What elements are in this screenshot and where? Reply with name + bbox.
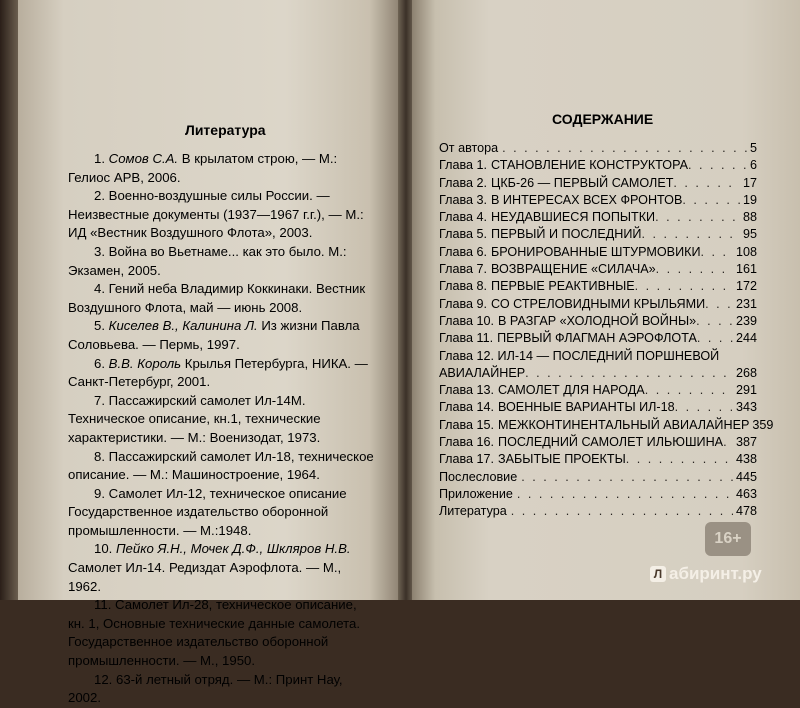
watermark-text: абиринт.ру — [669, 564, 762, 583]
literature-entry-text: 2. Военно-воздушные силы России. — Неизвестные — [68, 188, 330, 222]
book-edge — [0, 0, 18, 600]
literature-entry-text: 6. — [94, 355, 109, 371]
toc-page-number: 5 — [749, 141, 757, 155]
toc-chapter-title: ВОЕННЫЕ ВАРИАНТЫ ИЛ-18 — [498, 400, 675, 415]
toc-page-number: 231 — [735, 296, 757, 311]
toc-entry: Послесловие . . . 445 — [439, 469, 757, 486]
toc-chapter-title: ЗАБЫТЫЕ ПРОЕКТЫ — [498, 452, 626, 467]
literature-entry-text: 9. Самолет Ил-12, техническое описание Государственное издательство оборонной промышленности. — М.:1948. — [68, 485, 347, 538]
toc-chapter-title: СТАНОВЛЕНИЕ КОНСТРУКТОРА — [491, 158, 689, 173]
literature-list — [68, 150, 374, 708]
toc-entry: Глава 12. ИЛ-14 — ПОСЛЕДНИЙ ПОРШНЕВОЙ АВИАЛАЙНЕР . . . 268 — [439, 348, 757, 383]
literature-entry — [68, 485, 374, 541]
toc-entry: Глава 10. В РАЗГАР «ХОЛОДНОЙ ВОЙНЫ» . . . 239 — [439, 313, 757, 330]
toc-entry: Глава 17. ЗАБЫТЫЕ ПРОЕКТЫ . . . 438 — [439, 451, 757, 468]
toc-page-number: 244 — [735, 331, 757, 346]
toc-page-number: 343 — [735, 400, 757, 415]
toc-chapter-title: БРОНИРОВАННЫЕ ШТУРМОВИКИ — [491, 244, 701, 259]
toc-chapter-title: ЦКБ-26 — ПЕРВЫЙ САМОЛЕТ — [491, 175, 674, 190]
toc-entry: Глава 5. ПЕРВЫЙ И ПОСЛЕДНИЙ . . . 95 — [439, 226, 757, 243]
toc-page-number: 172 — [735, 279, 757, 294]
literature-entry-text: 3. Война во Вьетнаме... как это было. М.: Экзамен, — [68, 243, 347, 278]
labirint-logo-icon: Л — [650, 566, 666, 582]
toc-chapter-title: СО СТРЕЛОВИДНЫМИ КРЫЛЬЯМИ — [491, 296, 706, 311]
literature-entry-text: 5. — [94, 318, 109, 334]
age-rating-badge: 16+ — [705, 522, 751, 556]
toc-entry: Глава 16. ПОСЛЕДНИЙ САМОЛЕТ ИЛЬЮШИНА . . . 387 — [439, 434, 757, 451]
toc-entry: От автора . . . 5 — [439, 140, 757, 157]
literature-entry-text: 8. Пассажирский самолет Ил-18, техническое описание. — М.: Машиностроение, 1964. — [68, 448, 374, 483]
toc-chapter-title: ВОЗВРАЩЕНИЕ «СИЛАЧА» — [491, 262, 656, 277]
literature-entry — [68, 671, 374, 708]
toc-page-number: 359 — [752, 417, 774, 432]
table-of-contents — [439, 140, 774, 521]
contents-title: СОДЕРЖАНИЕ — [552, 111, 654, 127]
literature-author: Пейко Я.Н., Мочек Д.Ф., Шкляров Н.В. — [116, 541, 351, 557]
literature-entry — [68, 448, 374, 485]
toc-chapter-title: ПОСЛЕДНИЙ САМОЛЕТ ИЛЬЮШИНА — [498, 435, 724, 450]
toc-page-number: 6 — [749, 158, 757, 173]
toc-chapter-title: МЕЖКОНТИНЕНТАЛЬНЫЙ АВИАЛАЙНЕР — [498, 417, 750, 432]
toc-entry: Глава 4. НЕУДАВШИЕСЯ ПОПЫТКИ . . . 88 — [439, 209, 757, 226]
literature-author: В.В. Король — [108, 355, 182, 371]
toc-page-number: 19 — [742, 192, 757, 207]
literature-author: Киселев В., Калинина Л. — [108, 318, 258, 334]
literature-entry-text: 10. — [94, 541, 116, 557]
literature-entry: 3. Война во Вьетнаме... как это было. М.: Экзамен, 2005. — [68, 243, 347, 278]
literature-entry: 10. Пейко Я.Н., Мочек Д.Ф., Шкляров Н.В. Самолет Ил-14. Редиздат Аэрофлота. — М., 1962. — [68, 541, 351, 594]
toc-page-number: 438 — [735, 452, 757, 467]
toc-page-number: 95 — [742, 227, 757, 242]
toc-chapter-title: В РАЗГАР «ХОЛОДНОЙ ВОЙНЫ» — [498, 313, 697, 328]
toc-page-number: 161 — [735, 262, 757, 277]
toc-page-number: 478 — [735, 504, 757, 519]
toc-entry: Глава 7. ВОЗВРАЩЕНИЕ «СИЛАЧА» . . . 161 — [439, 261, 757, 278]
toc-entry: Глава 11. ПЕРВЫЙ ФЛАГМАН АЭРОФЛОТА . . . 244 — [439, 330, 757, 347]
toc-chapter-title: НЕУДАВШИЕСЯ ПОПЫТКИ — [491, 210, 656, 225]
toc-entry: Глава 14. ВОЕННЫЕ ВАРИАНТЫ ИЛ-18 . . . 343 — [439, 399, 757, 416]
toc-entry: Приложение . . . 463 — [439, 486, 757, 503]
toc-entry: Глава 6. БРОНИРОВАННЫЕ ШТУРМОВИКИ . . . 108 — [439, 244, 757, 261]
toc-page-number: 387 — [735, 435, 757, 450]
toc-chapter-title: САМОЛЕТ ДЛЯ НАРОДА — [498, 383, 645, 398]
toc-page-number: 239 — [735, 313, 757, 328]
toc-entry: Глава 1. СТАНОВЛЕНИЕ КОНСТРУКТОРА . . . 6 — [439, 157, 757, 174]
toc-page-number: 463 — [735, 486, 757, 501]
toc-page-number: 17 — [742, 175, 757, 190]
literature-title: Литература — [185, 122, 266, 138]
literature-entry: 6. В.В. Король Крылья Петербурга, НИКА. — Санкт-Петербург, 2001. — [68, 355, 368, 390]
literature-entry: 5. Киселев В., Калинина Л. Из жизни Павла Соловьева. — Пермь, 1997. — [68, 318, 360, 352]
literature-entry-text: 11. Самолет Ил-28, техническое описание, кн. 1, Основные технические данные самолета. Государственное издательство оборонной промышленности. — М., 1950. — [68, 597, 360, 669]
toc-page-number: 108 — [735, 244, 757, 259]
toc-entry: Глава 2. ЦКБ-26 — ПЕРВЫЙ САМОЛЕТ . . . 17 — [439, 175, 757, 192]
toc-chapter-title: ПЕРВЫЕ РЕАКТИВНЫЕ — [491, 279, 635, 294]
literature-entry — [68, 280, 374, 317]
toc-chapter-title: ПЕРВЫЙ ФЛАГМАН АЭРОФЛОТА — [497, 331, 697, 346]
literature-entry: 1. Сомов С.А. В крылатом строю, — М.: Гелиос АРВ, 2006. — [68, 151, 338, 185]
toc-entry: Глава 13. САМОЛЕТ ДЛЯ НАРОДА . . . 291 — [439, 382, 757, 399]
literature-entry: 2. Военно-воздушные силы России. — Неизвестные документы (1937—1967 г.г.), — М.: ИД «Вестник Воздушного Флота», 2003. — [68, 188, 364, 241]
toc-entry: Глава 15. МЕЖКОНТИНЕНТАЛЬНЫЙ АВИАЛАЙНЕР 359 — [439, 417, 757, 434]
literature-entry — [68, 392, 374, 448]
toc-entry: Литература . . . 478 — [439, 503, 757, 520]
toc-page-number: 88 — [742, 210, 757, 225]
literature-entry-text: 12. 63-й летный отряд. — М.: Принт Нау, 2002. — [68, 671, 343, 706]
literature-entry — [68, 596, 374, 670]
toc-chapter-title: В ИНТЕРЕСАХ ВСЕХ ФРОНТОВ — [491, 192, 683, 207]
literature-entry-text: 7. Пассажирский самолет Ил-14М. Техническое описание, кн.1, технические характеристики. — М.: Военизодат, 1973. — [68, 392, 321, 445]
toc-page-number: 291 — [735, 383, 757, 398]
toc-entry: Глава 8. ПЕРВЫЕ РЕАКТИВНЫЕ . . . 172 — [439, 278, 757, 295]
watermark — [650, 564, 762, 584]
literature-author: Сомов С.А. — [108, 151, 179, 166]
toc-page-number: 268 — [735, 365, 757, 380]
toc-chapter-title: ПЕРВЫЙ И ПОСЛЕДНИЙ — [491, 227, 642, 242]
literature-entry-text: 4. Гений неба Владимир Коккинаки. Вестник Воздушного Флота, май — июнь 2008. — [68, 281, 366, 315]
toc-page-number: 445 — [735, 469, 757, 484]
toc-entry: Глава 3. В ИНТЕРЕСАХ ВСЕХ ФРОНТОВ . . . 19 — [439, 192, 757, 209]
toc-entry: Глава 9. СО СТРЕЛОВИДНЫМИ КРЫЛЬЯМИ . . . 231 — [439, 296, 757, 313]
literature-entry-text: 1. — [94, 151, 109, 166]
